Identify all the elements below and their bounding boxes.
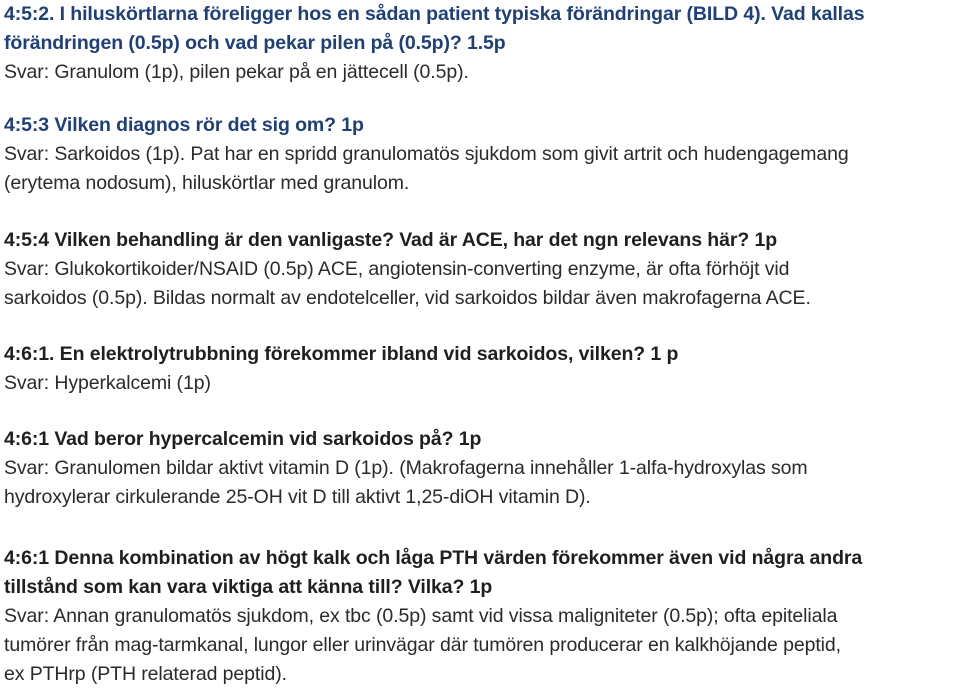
section-4-5-3 xyxy=(4,111,956,198)
answer-text: Svar: Granulomen bildar aktivt vitamin D (1p). (Makrofagerna innehåller 1-alfa-hydroxylas som xyxy=(4,457,808,479)
section-4-5-4 xyxy=(4,226,956,313)
question-text: förändringen (0.5p) och vad pekar pilen på (0.5p)? 1.5p xyxy=(4,32,506,54)
question-text: tillstånd som kan vara viktiga att känna till? Vilka? 1p xyxy=(4,576,493,598)
answer-text: (erytema nodosum), hiluskörtlar med granulom. xyxy=(4,172,410,194)
question-text: 4:6:1. En elektrolytrubbning förekommer ibland vid sarkoidos, vilken? 1 p xyxy=(4,343,679,365)
answer-text: Svar: Sarkoidos (1p). Pat har en spridd granulomatös sjukdom som givit artrit och hudengagemang xyxy=(4,143,849,165)
answer-text: Svar: Granulom (1p), pilen pekar på en jättecell (0.5p). xyxy=(4,61,469,83)
answer-text: ex PTHrp (PTH relaterad peptid). xyxy=(4,663,287,685)
answer-text: Svar: Glukokortikoider/NSAID (0.5p) ACE, angiotensin-converting enzyme, är ofta förhöjt vid xyxy=(4,258,790,280)
answer-text: Svar: Hyperkalcemi (1p) xyxy=(4,372,211,394)
question-text: 4:6:1 Denna kombination av högt kalk och låga PTH värden förekommer även vid några andra xyxy=(4,547,863,569)
question-text: 4:5:4 Vilken behandling är den vanligaste? Vad är ACE, har det ngn relevans här? 1p xyxy=(4,229,778,251)
section-4-5-2 xyxy=(4,0,956,87)
answer-text: hydroxylerar cirkulerande 25-OH vit D till aktivt 1,25-diOH vitamin D). xyxy=(4,486,591,508)
question-text: 4:6:1 Vad beror hypercalcemin vid sarkoidos på? 1p xyxy=(4,428,482,450)
section-4-6-1-hypercalcemia xyxy=(4,425,956,512)
answer-text: Svar: Annan granulomatös sjukdom, ex tbc (0.5p) samt vid vissa maligniteter (0.5p); ofta epiteliala xyxy=(4,605,838,627)
section-4-6-1-combination xyxy=(4,544,956,689)
section-4-6-1-electrolyte xyxy=(4,340,956,398)
answer-text: sarkoidos (0.5p). Bildas normalt av endotelceller, vid sarkoidos bildar även makrofagerna ACE. xyxy=(4,287,811,309)
question-text: 4:5:3 Vilken diagnos rör det sig om? 1p xyxy=(4,114,364,136)
question-text: 4:5:2. I hiluskörtlarna föreligger hos en sådan patient typiska förändringar (BILD 4). Vad kallas xyxy=(4,3,865,25)
answer-text: tumörer från mag-tarmkanal, lungor eller urinvägar där tumören producerar en kalkhöjande peptid, xyxy=(4,634,841,656)
